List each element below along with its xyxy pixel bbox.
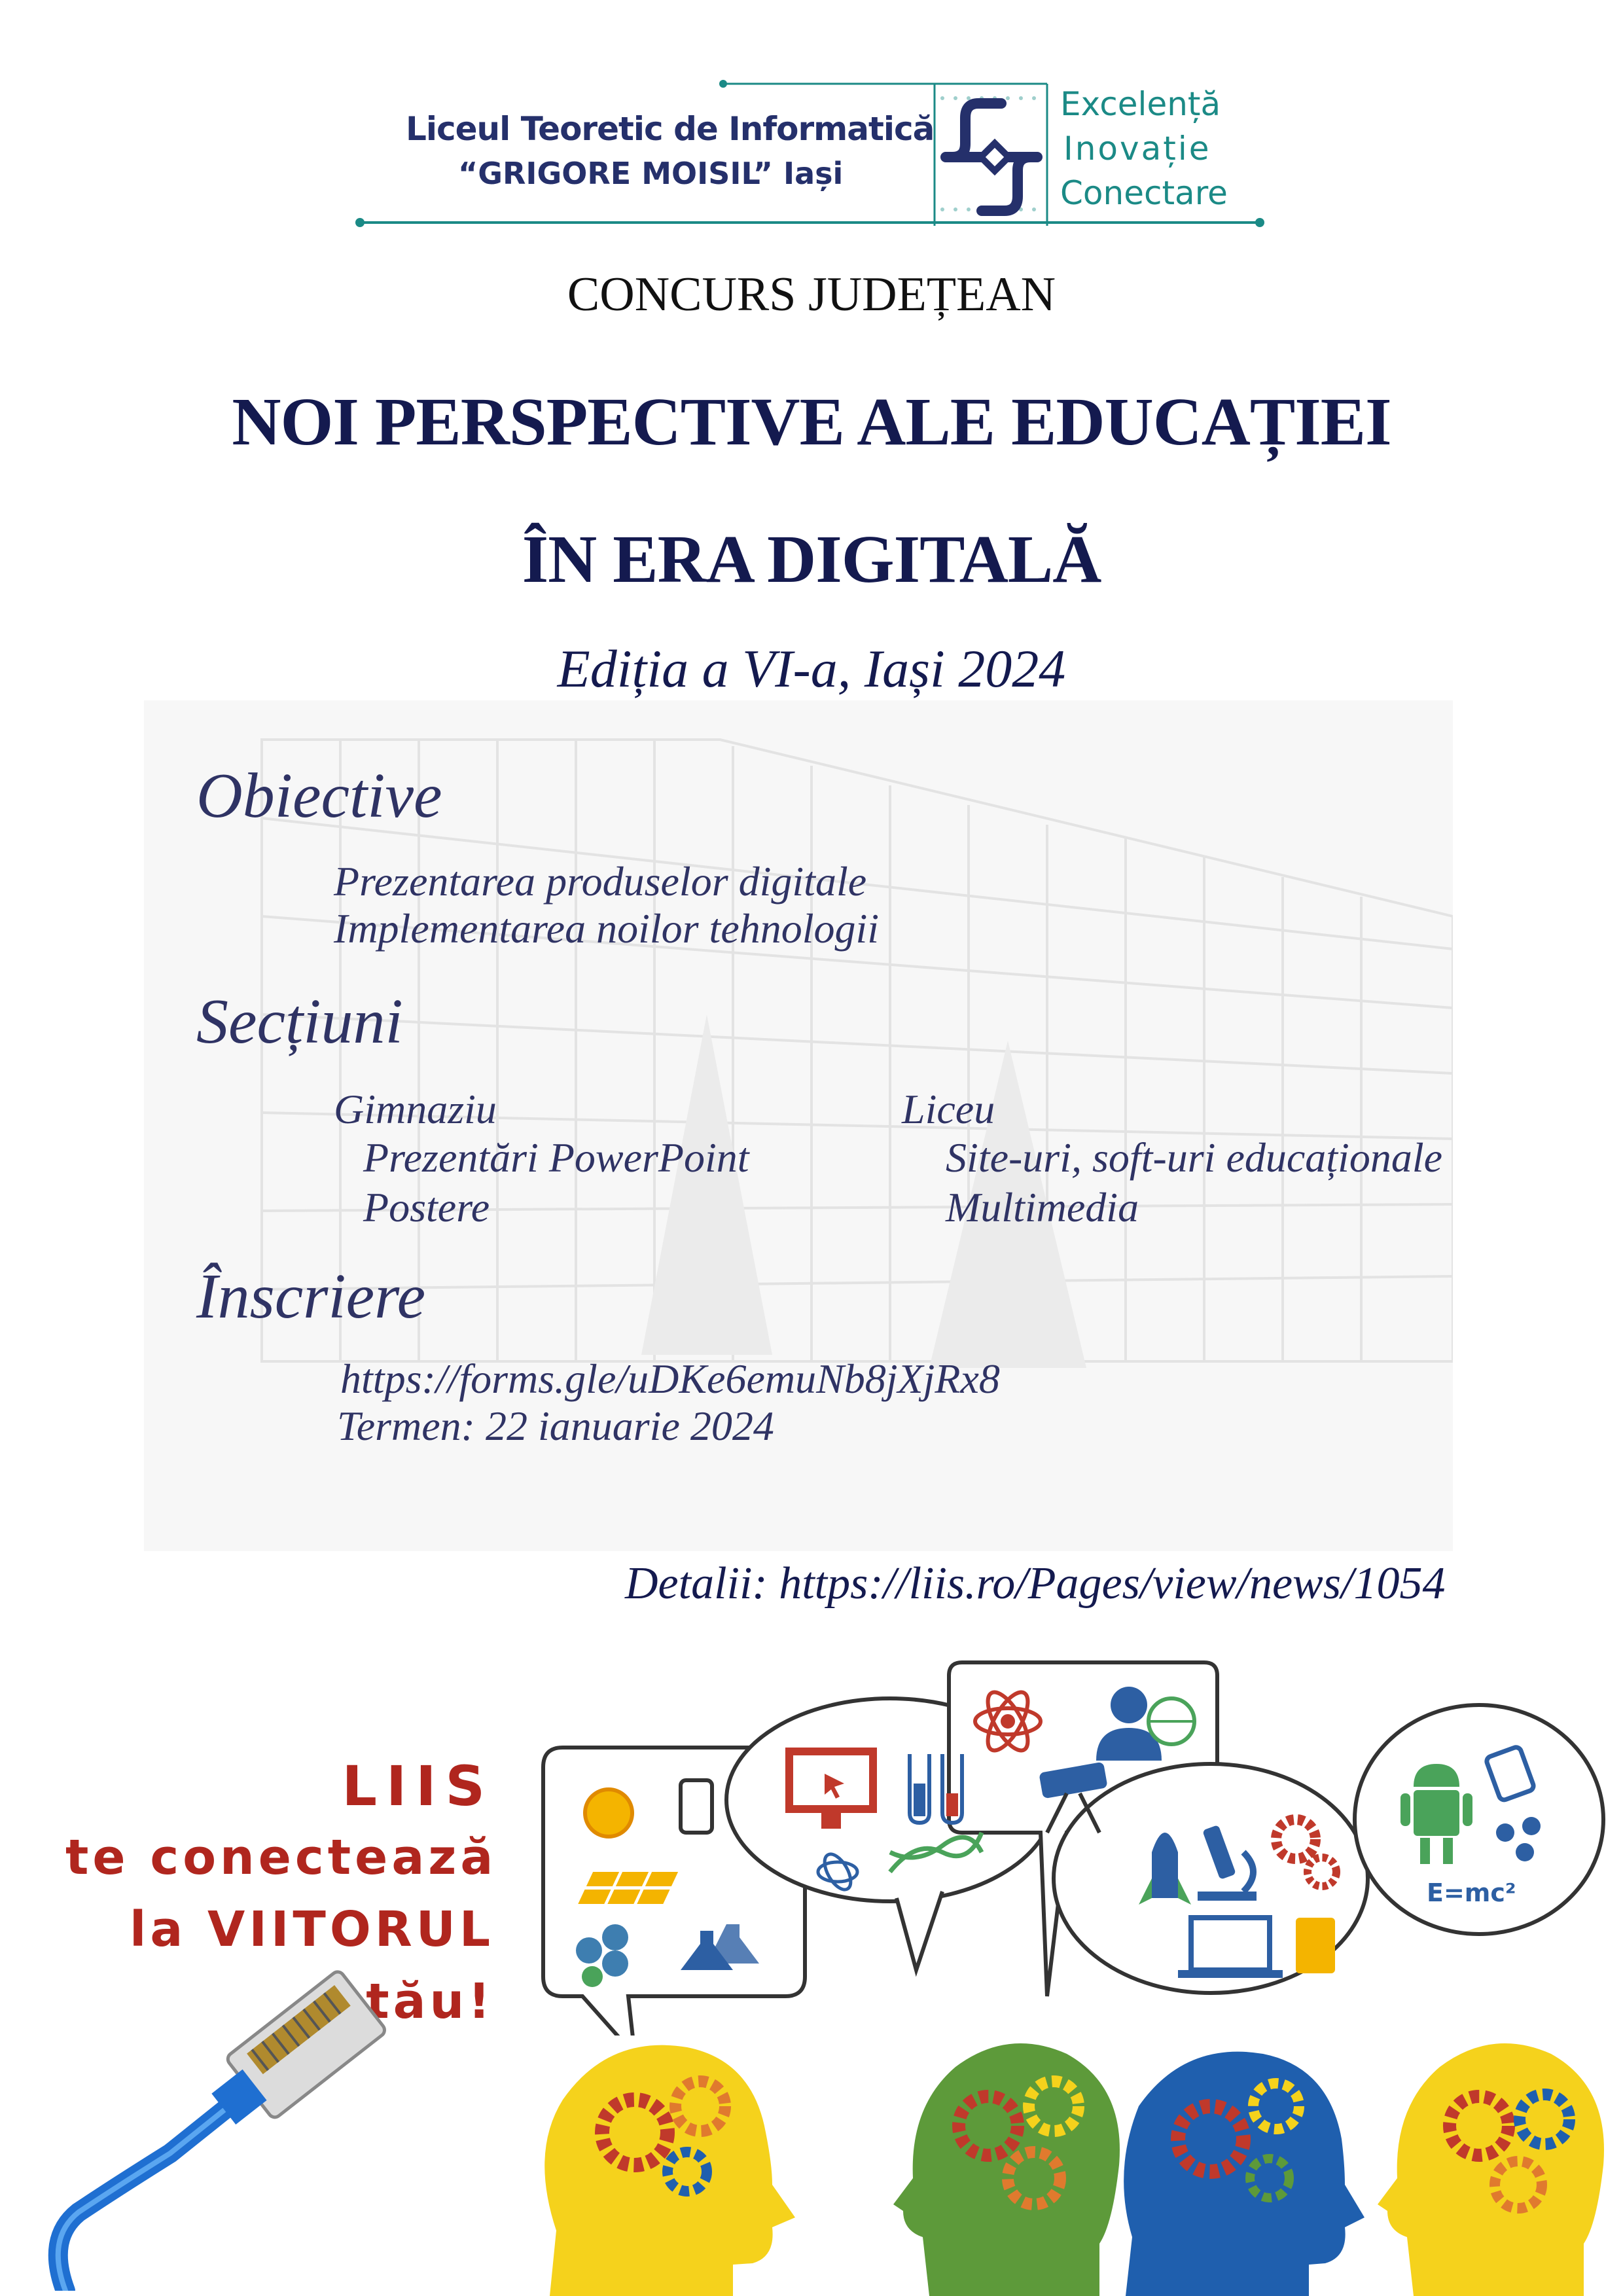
contest-title-line1: NOI PERSPECTIVE ALE EDUCAȚIEI	[232, 384, 1391, 459]
slogan-line1: LIIS	[342, 1754, 494, 1818]
school-subtitle: “GRIGORE MOISIL” Iași	[458, 156, 844, 191]
slogan-line3: la VIITORUL	[129, 1901, 494, 1958]
thinking-heads-illustration	[537, 2021, 1610, 2296]
logo-emblem-icon	[939, 92, 1044, 223]
calculator-icon	[1296, 1918, 1335, 1973]
details-link[interactable]: Detalii: https://liis.ro/Pages/view/news/1054	[625, 1558, 1446, 1609]
contest-title-line2: ÎN ERA DIGITALĂ	[522, 522, 1101, 597]
school-name: Liceul Teoretic de Informatică	[406, 110, 935, 148]
registration-heading: Înscriere	[196, 1261, 426, 1332]
section-liceu-label: Liceu	[902, 1086, 995, 1132]
school-logo	[0, 0, 1623, 249]
objective-item: Prezentarea produselor digitale	[334, 858, 867, 905]
network-cable-icon	[39, 1937, 406, 2291]
slogan-line2: te conectează	[65, 1829, 497, 1886]
sections-heading: Secțiuni	[196, 986, 403, 1057]
science-bubbles-illustration	[524, 1656, 1610, 2036]
section-gimnaziu-item: Postere	[363, 1184, 490, 1230]
section-gimnaziu-label: Gimnaziu	[334, 1086, 497, 1132]
head-blue	[1124, 2052, 1364, 2296]
objective-item: Implementarea noilor tehnologii	[334, 905, 880, 952]
registration-link[interactable]: https://forms.gle/uDKe6emuNb8jXjRx8	[340, 1355, 1000, 1402]
contest-type: CONCURS JUDEȚEAN	[567, 268, 1056, 321]
motto-3: Conectare	[1060, 174, 1228, 212]
section-gimnaziu-item: Prezentări PowerPoint	[363, 1134, 749, 1181]
sun-icon	[585, 1789, 632, 1837]
head-yellow-2	[1378, 2043, 1604, 2296]
formula-label: E=mc²	[1427, 1878, 1516, 1907]
registration-deadline: Termen: 22 ianuarie 2024	[337, 1403, 774, 1449]
motto-1: Excelență	[1060, 85, 1221, 123]
edition: Ediția a VI-a, Iași 2024	[557, 639, 1066, 698]
section-liceu-item: Multimedia	[946, 1184, 1139, 1230]
slogan-line4: tău!	[366, 1973, 494, 2030]
section-liceu-item: Site-uri, soft-uri educaționale	[946, 1134, 1442, 1181]
objectives-heading: Obiective	[196, 761, 442, 831]
motto-2: Inovație	[1063, 130, 1211, 168]
